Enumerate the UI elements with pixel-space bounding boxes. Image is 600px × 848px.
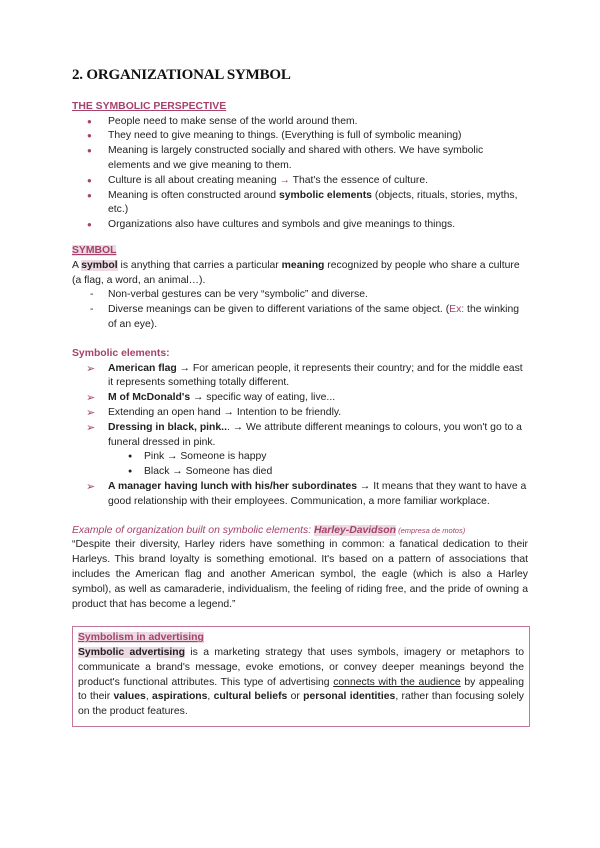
list-item: ● Organizations also have cultures and symbols and give meanings to things. xyxy=(72,218,528,233)
advertising-box xyxy=(72,626,530,727)
section-heading-symbolic-perspective: THE SYMBOLIC PERSPECTIVE xyxy=(72,100,227,112)
list-item: ● Meaning is often constructed around symbolic elements (objects, rituals, stories, myths, etc.) xyxy=(72,189,528,219)
document-page xyxy=(72,68,528,727)
list-item: ● People need to make sense of the world around them. xyxy=(72,115,528,130)
page-title: 2. ORGANIZATIONAL SYMBOL xyxy=(72,67,291,83)
list-item: - Non-verbal gestures can be very “symbolic” and diverse. xyxy=(72,288,528,303)
list-item: ● Meaning is largely constructed socially and shared with others. We have symbolic elements and we give meaning to them. xyxy=(72,144,528,174)
list-item: ● Pink → Someone is happy xyxy=(72,450,528,465)
symbolic-elements-list-cont xyxy=(72,480,528,510)
symbol-definition: A symbol is anything that carries a particular meaning recognized by people who share a culture (a flag, a word, an animal…). xyxy=(72,259,520,286)
list-item: ● Culture is all about creating meaning → That's the essence of culture. xyxy=(72,174,528,189)
example-intro: Example of organization built on symbolic elements: Harley-Davidson (empresa de motos) xyxy=(72,524,466,536)
list-item: ● Black → Someone has died xyxy=(72,465,528,480)
list-item: ➢ Extending an open hand → Intention to be friendly. xyxy=(72,406,528,421)
list-item: ➢ Dressing in black, pink... → We attribute different meanings to colours, you won't go to a funeral dressed in pink. xyxy=(72,421,528,451)
section-heading-symbolic-elements: Symbolic elements: xyxy=(72,347,170,359)
list-item: ➢ M of McDonald's → specific way of eating, live... xyxy=(72,391,528,406)
list-item: ● They need to give meaning to things. (Everything is full of symbolic meaning) xyxy=(72,129,528,144)
list-item: ➢ American flag → For american people, it represents their country; and for the middle east it represents something totally different. xyxy=(72,362,528,392)
color-meanings-list xyxy=(72,450,528,480)
perspective-list xyxy=(72,115,528,233)
list-item: - Diverse meanings can be given to different variations of the same object. (Ex: the winking of an eye). xyxy=(72,303,528,333)
list-item: ➢ A manager having lunch with his/her subordinates → It means that they want to have a good relationship with their employees. Communication, a more familiar workplace. xyxy=(72,480,528,510)
section-heading-symbol: SYMBOL xyxy=(72,244,117,256)
section-heading-advertising: Symbolism in advertising xyxy=(78,632,204,644)
harley-quote: “Despite their diversity, Harley riders have something in common: a fanatical dedication to their Harleys. This brand loyalty is something emotional. It's based on a pattern of associations that includes the American flag and another American symbol, the eagle (which is also a Harley symbol), as well as camaraderie, individualism, the feeling of riding free, and the pride of owning a product that has become a legend.” xyxy=(72,539,528,610)
symbol-dash-list xyxy=(72,288,528,332)
symbolic-elements-list xyxy=(72,362,528,451)
advertising-paragraph: Symbolic advertising is a marketing strategy that uses symbols, imagery or metaphors to communicate a brand's message, evoke emotions, or convey deeper meanings beyond the product's functional attributes. This type of advertising connects with the audience by appealing to their values, aspirations, cultural beliefs or personal identities, rather than focusing solely on the product features. xyxy=(78,647,524,718)
